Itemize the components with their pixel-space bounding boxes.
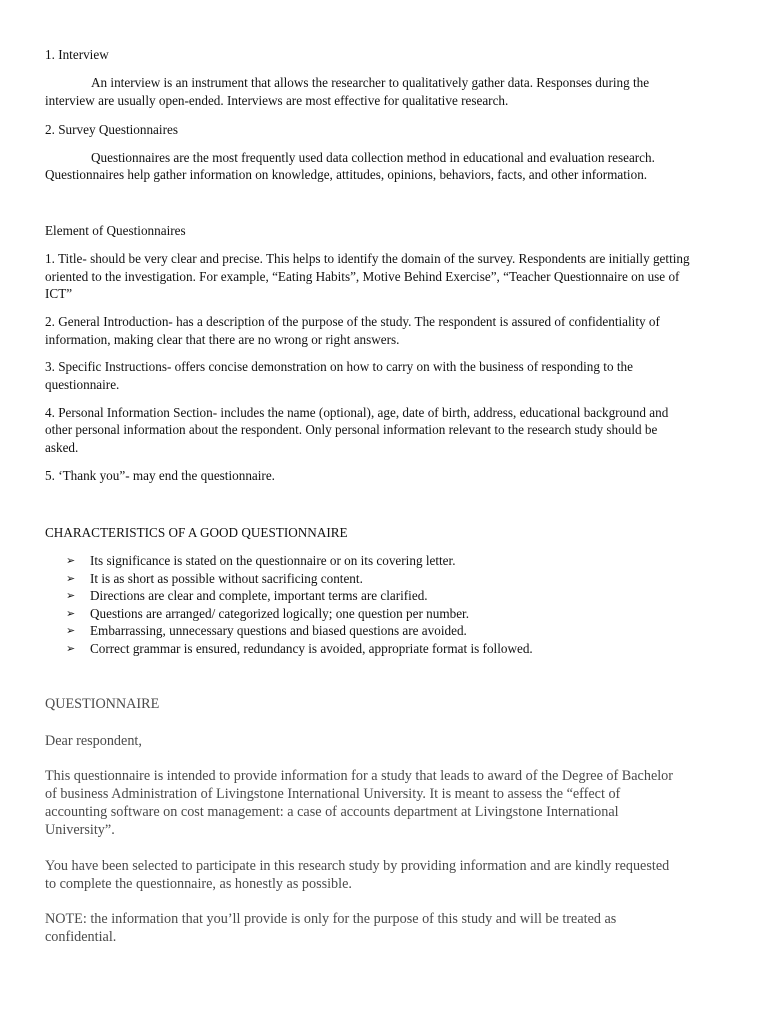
arrow-bullet-icon: ➢ (66, 606, 76, 620)
list-item-text: Embarrassing, unnecessary questions and biased questions are avoided. (90, 623, 467, 639)
selection-paragraph-line-2: to complete the questionnaire, as honestly as possible. (45, 876, 352, 892)
list-item-text: Directions are clear and complete, important terms are clarified. (90, 588, 428, 604)
list-item-text: Correct grammar is ensured, redundancy is avoided, appropriate format is followed. (90, 640, 533, 656)
element-item-1-line-2: oriented to the investigation. For example, “Eating Habits”, Motive Behind Exercise”, “Teacher Questionnaire on use of (45, 269, 680, 284)
element-item-4-line-1: 4. Personal Information Section- includes the name (optional), age, date of birth, address, educational background and (45, 405, 669, 420)
list-item (66, 640, 533, 658)
note-paragraph-line-1: NOTE: the information that you’ll provide is only for the purpose of this study and will be treated as (45, 911, 617, 927)
arrow-bullet-icon: ➢ (66, 624, 76, 638)
section-heading-interview: 1. Interview (45, 47, 109, 62)
intro-paragraph-line-3: accounting software on cost management: a case of accounts department at Livingstone International (45, 804, 619, 820)
element-item-2-line-2: information, making clear that there are no wrong or right answers. (45, 332, 400, 347)
arrow-bullet-icon: ➢ (66, 571, 76, 585)
characteristics-list (66, 552, 533, 658)
characteristics-heading: CHARACTERISTICS OF A GOOD QUESTIONNAIRE (45, 525, 348, 540)
list-item (66, 605, 533, 623)
selection-paragraph-line-1: You have been selected to participate in this research study by providing information and are kindly requested (45, 858, 670, 874)
element-item-2-line-1: 2. General Introduction- has a description of the purpose of the study. The respondent is assured of confidentiality of (45, 314, 660, 329)
element-item-3-line-1: 3. Specific Instructions- offers concise demonstration on how to carry on with the business of responding to the (45, 359, 633, 374)
arrow-bullet-icon: ➢ (66, 641, 76, 655)
intro-paragraph-line-1: This questionnaire is intended to provide information for a study that leads to award of the Degree of Bachelor (45, 768, 674, 784)
element-item-4-line-2: other personal information about the respondent. Only personal information relevant to the research study should be (45, 422, 658, 437)
survey-paragraph-line-2: Questionnaires help gather information on knowledge, attitudes, opinions, behaviors, facts, and other information. (45, 167, 648, 182)
list-item-text: Its significance is stated on the questionnaire or on its covering letter. (90, 553, 456, 568)
list-item (66, 552, 533, 570)
list-item-text: It is as short as possible without sacrificing content. (90, 570, 363, 586)
arrow-bullet-icon: ➢ (66, 589, 76, 603)
section-heading-survey: 2. Survey Questionnaires (45, 122, 178, 137)
element-item-1-line-1: 1. Title- should be very clear and precise. This helps to identify the domain of the survey. Respondents are initially getting (45, 251, 690, 266)
interview-paragraph-line-2: interview are usually open-ended. Interviews are most effective for qualitative research. (45, 93, 509, 108)
interview-paragraph-line-1: An interview is an instrument that allows the researcher to qualitatively gather data. Responses during the (91, 75, 650, 90)
element-item-1-line-3: ICT” (45, 286, 73, 301)
element-item-3-line-2: questionnaire. (45, 377, 120, 392)
element-item-5: 5. ‘Thank you”- may end the questionnaire. (45, 468, 275, 483)
survey-paragraph-line-1: Questionnaires are the most frequently used data collection method in educational and evaluation research. (91, 150, 655, 165)
note-paragraph-line-2: confidential. (45, 929, 117, 945)
list-item (66, 570, 533, 588)
salutation: Dear respondent, (45, 733, 142, 749)
arrow-bullet-icon: ➢ (66, 554, 76, 567)
elements-heading: Element of Questionnaires (45, 223, 186, 238)
list-item-text: Questions are arranged/ categorized logically; one question per number. (90, 605, 470, 621)
list-item (66, 587, 533, 605)
element-item-4-line-3: asked. (45, 440, 79, 455)
questionnaire-heading: QUESTIONNAIRE (45, 696, 160, 712)
list-item (66, 622, 533, 640)
intro-paragraph-line-2: of business Administration of Livingstone International University. It is meant to assess the “effect of (45, 786, 621, 802)
intro-paragraph-line-4: University”. (45, 822, 115, 838)
